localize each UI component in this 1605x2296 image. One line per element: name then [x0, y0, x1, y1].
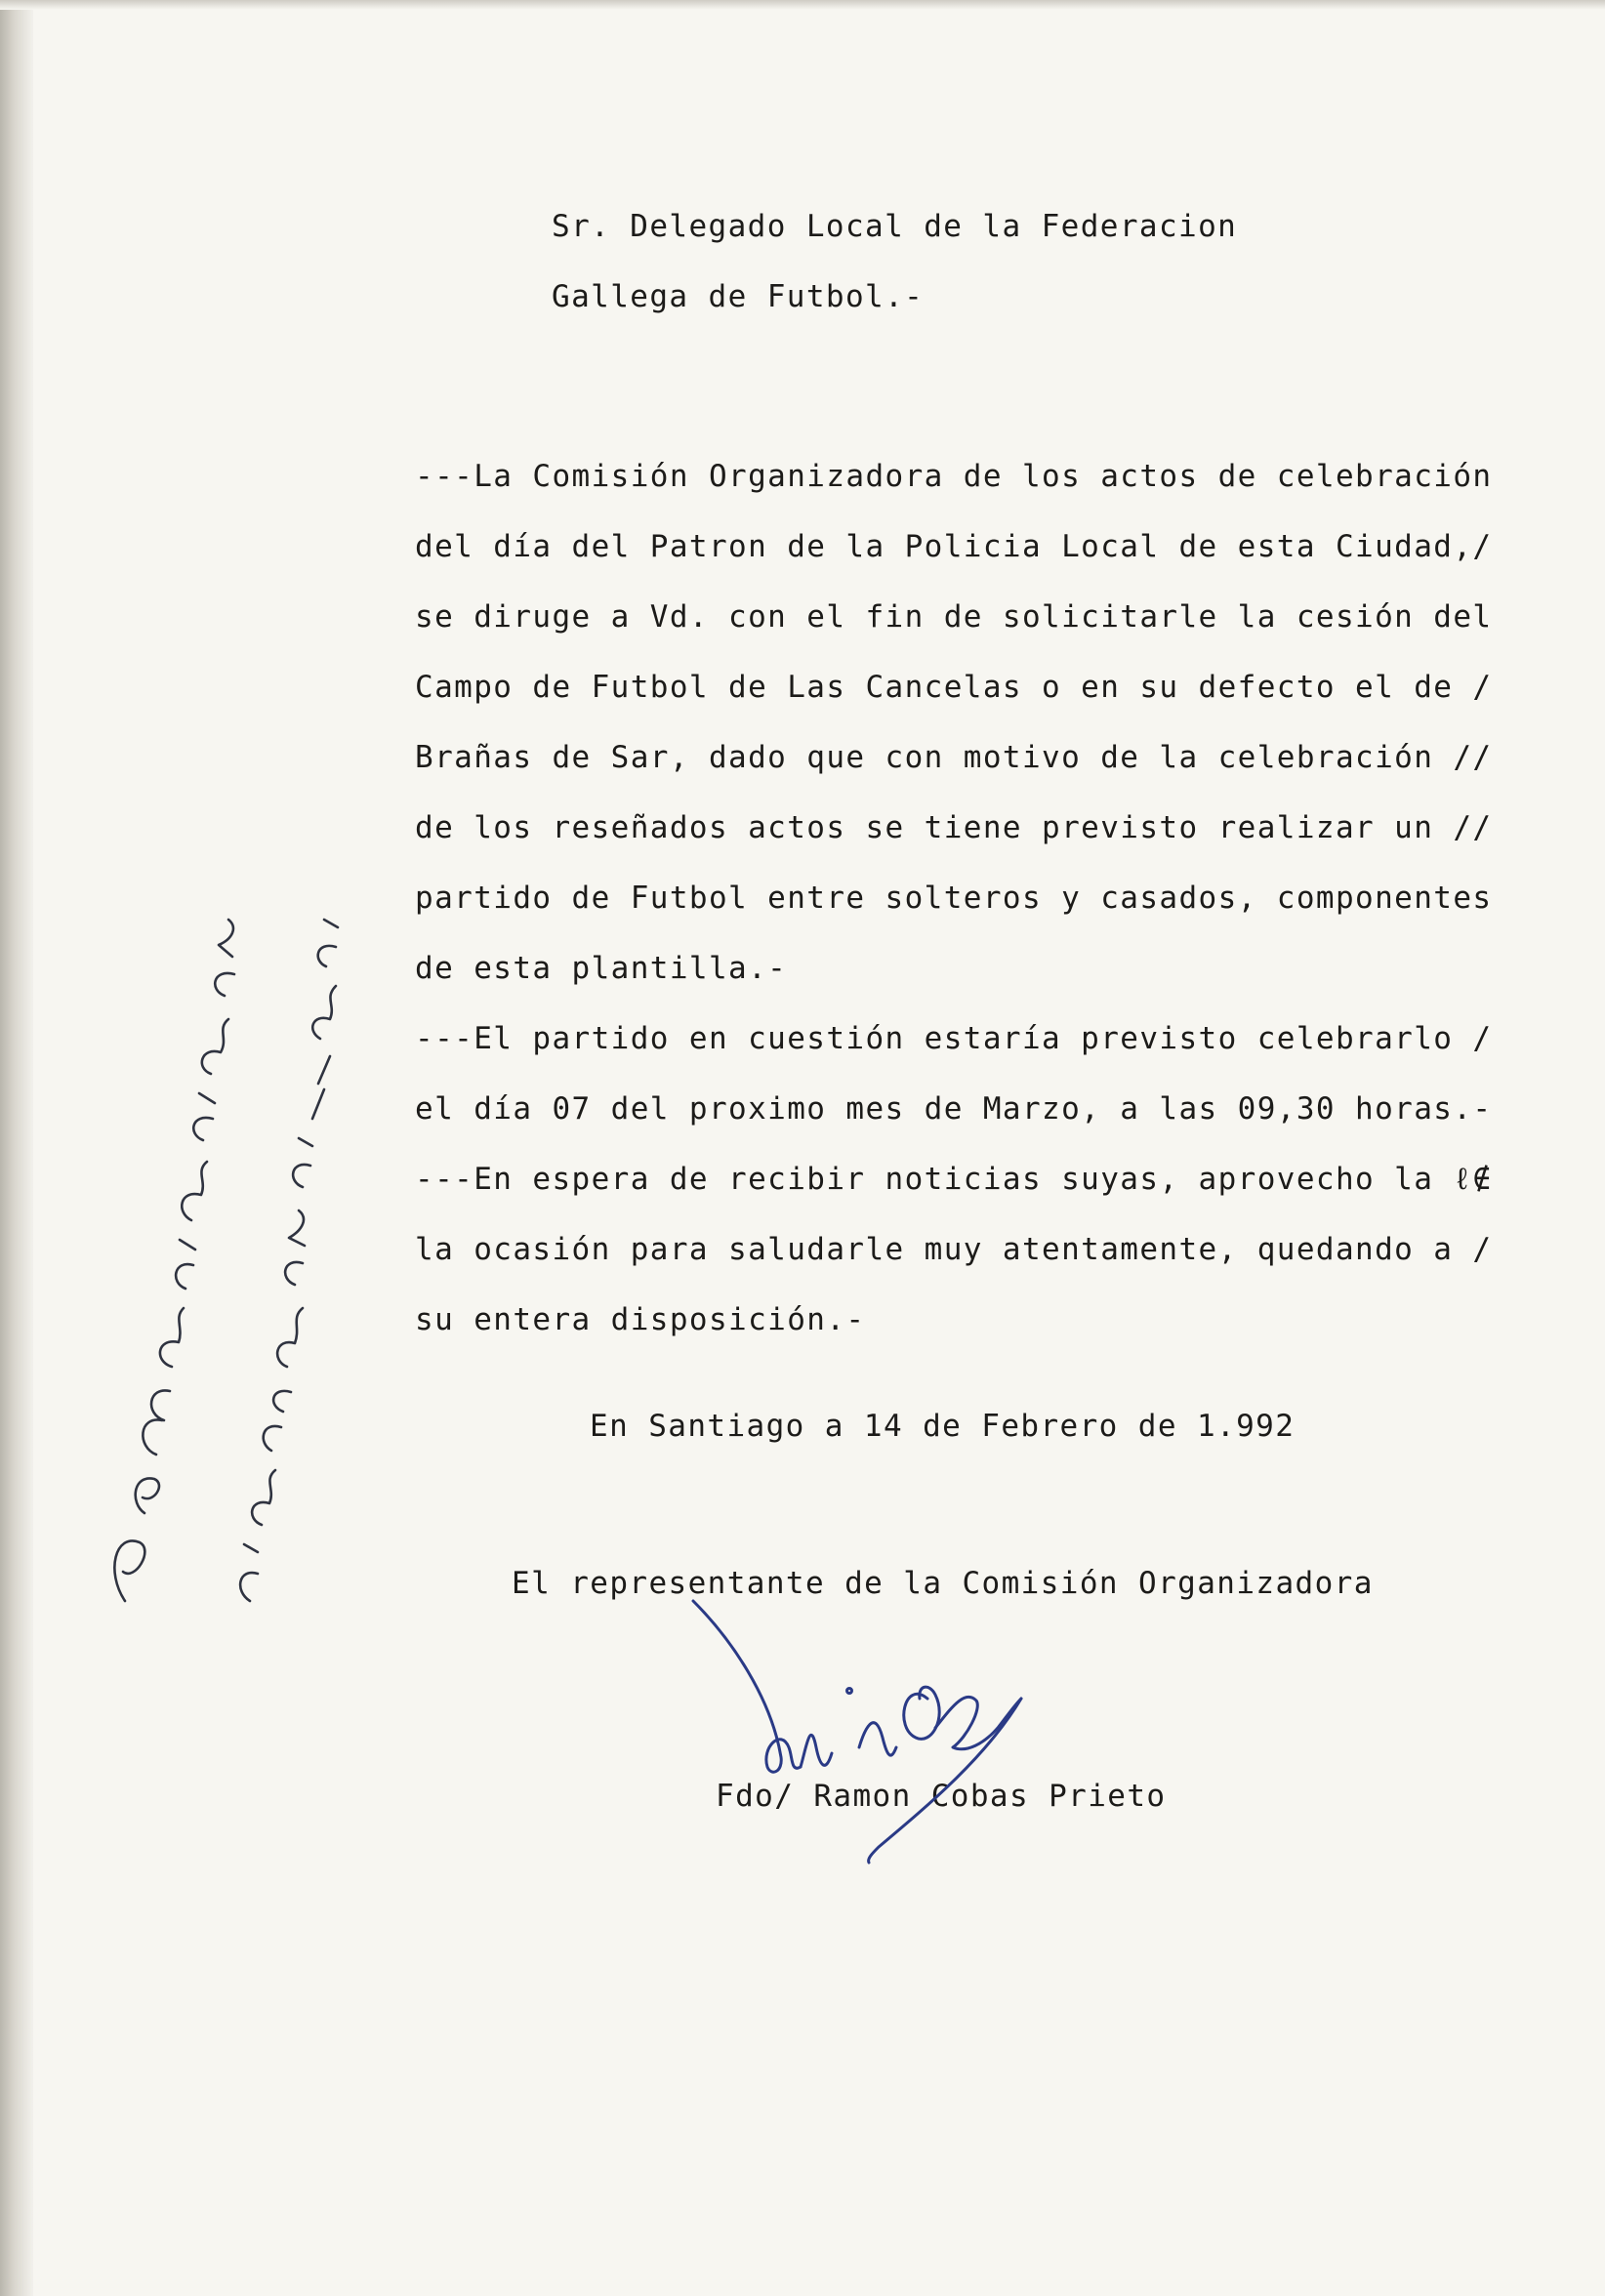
representative-line: El representante de la Comisión Organizadora: [512, 1566, 1374, 1601]
body-line: su entera disposición.-: [415, 1302, 866, 1337]
signed-name: Fdo/ Ramon Cobas Prieto: [716, 1779, 1167, 1814]
body-line: de esta plantilla.-: [415, 951, 788, 986]
body-line: partido de Futbol entre solteros y casados, componentes: [415, 881, 1493, 916]
place-date: En Santiago a 14 de Febrero de 1.992: [590, 1409, 1296, 1444]
body-line: del día del Patron de la Policia Local de esta Ciudad,/: [415, 529, 1493, 564]
body-line: Brañas de Sar, dado que con motivo de la celebración //: [415, 740, 1493, 775]
body-line: ---En espera de recibir noticias suyas, aprovecho la ℓ∉: [415, 1162, 1493, 1197]
body-line: el día 07 del proximo mes de Marzo, a las 09,30 horas.-: [415, 1091, 1493, 1127]
paper-top-edge: [0, 0, 1605, 10]
signature-scribble: [674, 1581, 1035, 1874]
body-line: ---La Comisión Organizadora de los actos de celebración: [415, 459, 1493, 494]
margin-note-strokes: [114, 920, 338, 1601]
body-line: ---El partido en cuestión estaría previsto celebrarlo /: [415, 1021, 1493, 1056]
body-line: se diruge a Vd. con el fin de solicitarle la cesión del: [415, 599, 1493, 635]
paper-shadow-edge: [0, 0, 33, 2296]
signature-strokes: [693, 1601, 1021, 1863]
body-line: de los reseñados actos se tiene previsto realizar un //: [415, 810, 1493, 845]
addressee-line: Gallega de Futbol.-: [552, 279, 925, 314]
body-line: Campo de Futbol de Las Cancelas o en su defecto el de /: [415, 670, 1493, 705]
handwritten-margin-note: [86, 830, 359, 1611]
addressee-line: Sr. Delegado Local de la Federacion: [552, 209, 1238, 244]
body-line: la ocasión para saludarle muy atentamente, quedando a /: [415, 1232, 1493, 1267]
